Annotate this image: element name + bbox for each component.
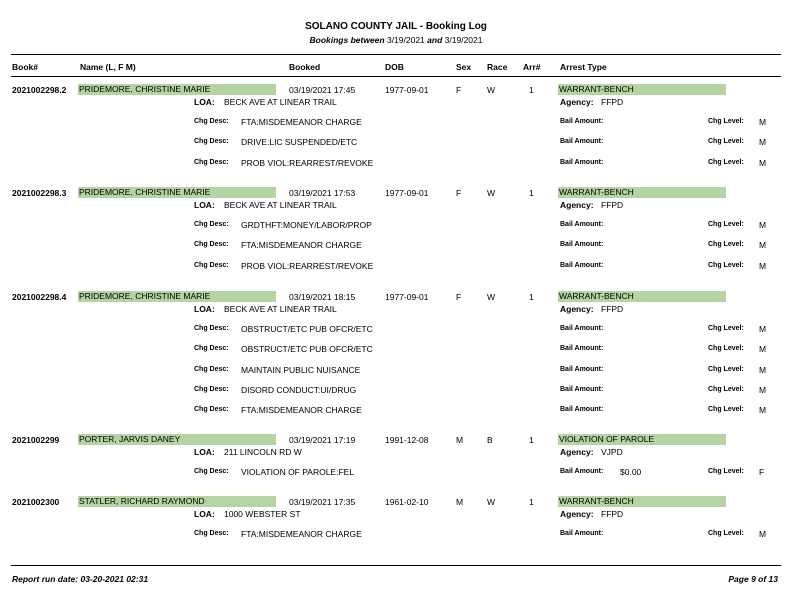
arrest-type: VIOLATION OF PAROLE xyxy=(558,434,726,445)
sex-value: M xyxy=(456,435,464,445)
chg-level-label: Chg Level: xyxy=(708,158,744,166)
chg-desc-label: Chg Desc: xyxy=(194,241,229,249)
chg-level-label: Chg Level: xyxy=(708,406,744,414)
arrest-type: WARRANT-BENCH xyxy=(558,291,726,302)
bail-amount-label: Bail Amount: xyxy=(560,345,604,353)
chg-level-label: Chg Level: xyxy=(708,118,744,125)
book-number: 2021002298.3 xyxy=(12,188,67,198)
charge-level: M xyxy=(759,324,767,334)
charge-description: PROB VIOL:REARREST/REVOKE xyxy=(241,157,374,168)
arrest-number: 1 xyxy=(529,435,534,445)
loa-label: LOA: xyxy=(194,97,215,107)
chg-desc-label: Chg Desc: xyxy=(194,385,229,393)
loa-label: LOA: xyxy=(194,509,215,519)
col-book: Book# xyxy=(12,62,38,72)
chg-level-label: Chg Level: xyxy=(708,468,744,475)
agency-label: Agency: xyxy=(560,200,594,210)
arrest-number: 1 xyxy=(529,292,534,302)
sex-value: F xyxy=(456,292,462,302)
date-of-birth: 1977-09-01 xyxy=(385,188,429,198)
bail-amount-value: $0.00 xyxy=(620,467,642,477)
date-of-birth: 1961-02-10 xyxy=(385,497,429,507)
header-rule-top xyxy=(11,54,781,55)
charge-level: M xyxy=(759,220,767,230)
agency-value: FFPD xyxy=(601,304,624,314)
charge-description: FTA:MISDEMEANOR CHARGE xyxy=(241,529,362,539)
date-to: 3/19/2021 xyxy=(444,35,483,45)
agency-value: FFPD xyxy=(601,509,624,519)
chg-desc-label: Chg Desc: xyxy=(194,406,229,414)
book-number: 2021002298.4 xyxy=(12,292,67,302)
charge-description: DRIVE:LIC SUSPENDED/ETC xyxy=(241,137,358,148)
agency-value: FFPD xyxy=(601,200,624,210)
bail-amount-label: Bail Amount: xyxy=(560,365,604,373)
sex-value: M xyxy=(456,497,464,507)
chg-desc-label: Chg Desc: xyxy=(194,530,229,537)
arrest-type: WARRANT-BENCH xyxy=(558,84,726,95)
charge-level: M xyxy=(759,137,767,148)
chg-level-label: Chg Level: xyxy=(708,385,744,393)
agency-value: VJPD xyxy=(601,447,623,457)
subtitle-and: and xyxy=(427,35,443,45)
date-of-birth: 1977-09-01 xyxy=(385,85,429,95)
col-dob: DOB xyxy=(385,62,404,72)
chg-desc-label: Chg Desc: xyxy=(194,261,229,269)
bail-amount-label: Bail Amount: xyxy=(560,138,604,146)
inmate-name: STATLER, RICHARD RAYMOND xyxy=(78,496,276,507)
arrest-number: 1 xyxy=(529,188,534,198)
chg-level-label: Chg Level: xyxy=(708,530,744,537)
chg-desc-label: Chg Desc: xyxy=(194,118,229,125)
agency-label: Agency: xyxy=(560,97,594,107)
agency-label: Agency: xyxy=(560,447,594,457)
race-value: W xyxy=(487,292,496,302)
charge-level: M xyxy=(759,364,767,375)
chg-desc-label: Chg Desc: xyxy=(194,221,229,228)
loa-value: 1000 WEBSTER ST xyxy=(224,509,301,519)
booked-datetime: 03/19/2021 17:35 xyxy=(289,497,356,507)
chg-level-label: Chg Level: xyxy=(708,325,744,332)
sex-value: F xyxy=(456,85,462,95)
charge-description: OBSTRUCT/ETC PUB OFCR/ETC xyxy=(241,324,373,334)
race-value: W xyxy=(487,188,496,198)
charge-description: DISORD CONDUCT:UI/DRUG xyxy=(241,384,357,395)
race-value: W xyxy=(487,497,496,507)
col-race: Race xyxy=(487,62,508,72)
agency-value: FFPD xyxy=(601,97,624,107)
booked-datetime: 03/19/2021 17:53 xyxy=(289,188,356,198)
book-number: 2021002300 xyxy=(12,497,60,507)
charge-level: M xyxy=(759,260,767,271)
charge-description: OBSTRUCT/ETC PUB OFCR/ETC xyxy=(241,344,373,355)
chg-desc-label: Chg Desc: xyxy=(194,468,229,475)
loa-value: BECK AVE AT LINEAR TRAIL xyxy=(224,97,337,107)
chg-desc-label: Chg Desc: xyxy=(194,345,229,353)
bail-amount-label: Bail Amount: xyxy=(560,468,604,475)
subtitle-prefix: Bookings between xyxy=(309,35,385,45)
bail-amount-label: Bail Amount: xyxy=(560,221,604,228)
arrest-type: WARRANT-BENCH xyxy=(558,496,726,507)
bail-amount-label: Bail Amount: xyxy=(560,261,604,269)
loa-label: LOA: xyxy=(194,304,215,314)
chg-level-label: Chg Level: xyxy=(708,345,744,353)
date-from: 3/19/2021 xyxy=(386,35,425,45)
bail-amount-label: Bail Amount: xyxy=(560,158,604,166)
booked-datetime: 03/19/2021 17:45 xyxy=(289,85,356,95)
footer-rule xyxy=(11,565,781,566)
sex-value: F xyxy=(456,188,462,198)
charge-level: M xyxy=(759,384,767,395)
book-number: 2021002299 xyxy=(12,435,60,445)
charge-level: M xyxy=(759,405,767,416)
report-subtitle xyxy=(0,35,792,45)
chg-desc-label: Chg Desc: xyxy=(194,158,229,166)
col-arr: Arr# xyxy=(523,62,541,72)
chg-level-label: Chg Level: xyxy=(708,241,744,249)
arrest-number: 1 xyxy=(529,497,534,507)
bail-amount-label: Bail Amount: xyxy=(560,406,604,414)
page-number: Page 9 of 13 xyxy=(728,574,778,584)
charge-level: M xyxy=(759,240,767,251)
loa-label: LOA: xyxy=(194,200,215,210)
charge-description: FTA:MISDEMEANOR CHARGE xyxy=(241,405,362,416)
chg-desc-label: Chg Desc: xyxy=(194,365,229,373)
race-value: W xyxy=(487,85,496,95)
col-sex: Sex xyxy=(456,62,472,72)
col-booked: Booked xyxy=(289,62,321,72)
date-of-birth: 1977-09-01 xyxy=(385,292,429,302)
inmate-name: PRIDEMORE, CHRISTINE MARIE xyxy=(78,187,276,198)
bail-amount-label: Bail Amount: xyxy=(560,241,604,249)
charge-level: M xyxy=(759,157,767,168)
book-number: 2021002298.2 xyxy=(12,85,67,95)
col-name: Name (L, F M) xyxy=(80,62,136,72)
chg-desc-label: Chg Desc: xyxy=(194,138,229,146)
charge-description: MAINTAIN PUBLIC NUISANCE xyxy=(241,364,361,375)
bail-amount-label: Bail Amount: xyxy=(560,118,604,125)
report-run-date: Report run date: 03-20-2021 02:31 xyxy=(12,574,149,584)
charge-level: M xyxy=(759,344,767,355)
chg-desc-label: Chg Desc: xyxy=(194,325,229,332)
chg-level-label: Chg Level: xyxy=(708,221,744,228)
loa-value: BECK AVE AT LINEAR TRAIL xyxy=(224,200,337,210)
bail-amount-label: Bail Amount: xyxy=(560,325,604,332)
charge-description: FTA:MISDEMEANOR CHARGE xyxy=(241,117,362,127)
booked-datetime: 03/19/2021 18:15 xyxy=(289,292,356,302)
report-title: SOLANO COUNTY JAIL - Booking Log xyxy=(305,21,487,32)
col-arrest-type: Arrest Type xyxy=(560,62,607,72)
booked-datetime: 03/19/2021 17:19 xyxy=(289,435,356,445)
date-of-birth: 1991-12-08 xyxy=(385,435,429,445)
charge-description: GRDTHFT:MONEY/LABOR/PROP xyxy=(241,220,372,230)
agency-label: Agency: xyxy=(560,509,594,519)
charge-description: VIOLATION OF PAROLE:FEL xyxy=(241,467,355,477)
chg-level-label: Chg Level: xyxy=(708,261,744,269)
chg-level-label: Chg Level: xyxy=(708,365,744,373)
charge-level: M xyxy=(759,529,767,539)
header-rule-bottom xyxy=(11,76,781,77)
agency-label: Agency: xyxy=(560,304,594,314)
charge-description: PROB VIOL:REARREST/REVOKE xyxy=(241,260,374,271)
loa-label: LOA: xyxy=(194,447,215,457)
inmate-name: PRIDEMORE, CHRISTINE MARIE xyxy=(78,291,276,302)
charge-level: F xyxy=(759,467,765,477)
arrest-type: WARRANT-BENCH xyxy=(558,187,726,198)
charge-level: M xyxy=(759,117,767,127)
chg-level-label: Chg Level: xyxy=(708,138,744,146)
inmate-name: PORTER, JARVIS DANEY xyxy=(78,434,276,445)
inmate-name: PRIDEMORE, CHRISTINE MARIE xyxy=(78,84,276,95)
loa-value: BECK AVE AT LINEAR TRAIL xyxy=(224,304,337,314)
charge-description: FTA:MISDEMEANOR CHARGE xyxy=(241,240,362,251)
race-value: B xyxy=(487,435,493,445)
loa-value: 211 LINCOLN RD W xyxy=(224,447,302,457)
bail-amount-label: Bail Amount: xyxy=(560,530,604,537)
arrest-number: 1 xyxy=(529,85,534,95)
bail-amount-label: Bail Amount: xyxy=(560,385,604,393)
